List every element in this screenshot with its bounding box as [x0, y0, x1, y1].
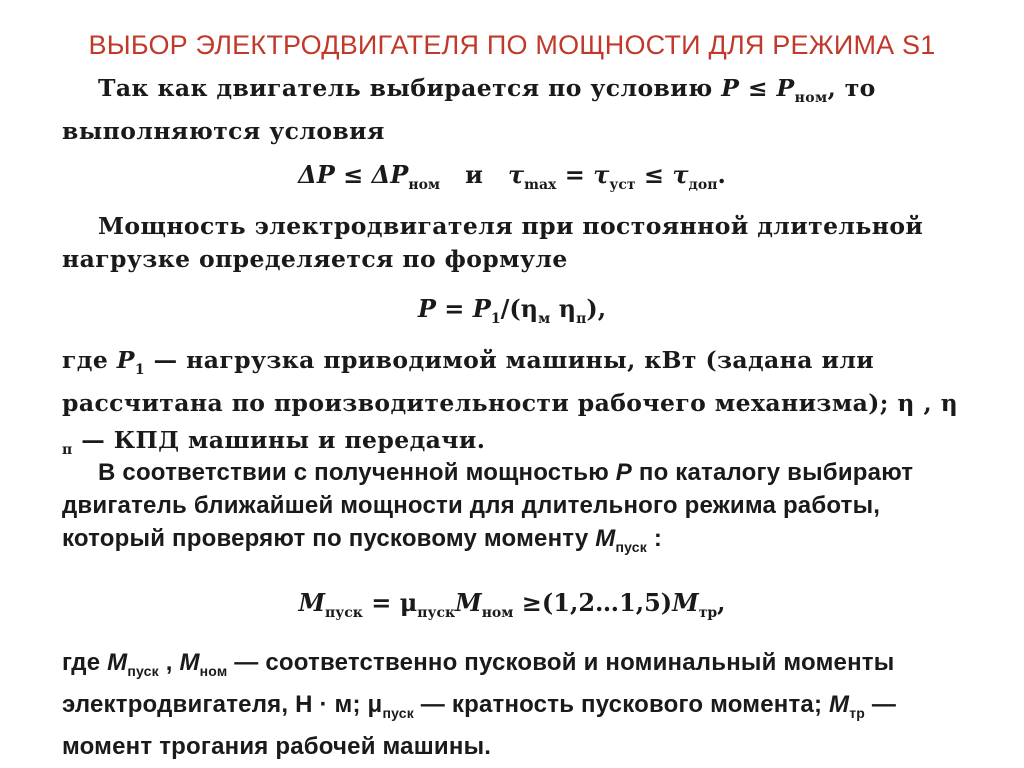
text-fragment: — соответственно пусковой и номинальный моменты электродвигателя, Н · м; μ	[62, 649, 895, 718]
subscript: п	[576, 311, 587, 327]
text-fragment: где	[62, 346, 117, 374]
subscript: тр	[849, 705, 866, 721]
subscript: ном	[794, 90, 828, 106]
subscript: пуск	[382, 705, 414, 721]
subscript: п	[62, 442, 73, 458]
eq-sign: = μ	[362, 588, 418, 617]
eq-sign: =	[556, 160, 594, 189]
subscript: пуск	[325, 605, 363, 621]
symbol-tau: τ	[672, 160, 689, 189]
text-fragment: /(η	[500, 294, 539, 323]
subscript: тр	[698, 605, 718, 621]
symbol-m: M	[455, 588, 482, 617]
text-fragment: по каталогу выбирают двигатель ближайшей мощности для длительного режима работы, который проверяют по пусковому моменту	[62, 459, 914, 552]
dot: .	[717, 160, 726, 189]
le-sign: ≤	[635, 160, 673, 189]
text-fragment: — КПД машины и передачи.	[72, 426, 486, 454]
subscript: 1	[490, 311, 501, 327]
symbol-p: P	[721, 74, 740, 102]
symbol-p-nom: P	[776, 74, 795, 102]
slide-title: ВЫБОР ЭЛЕКТРОДВИГАТЕЛЯ ПО МОЩНОСТИ ДЛЯ РЕЖИМА S1	[88, 30, 936, 60]
symbol-m: M	[829, 691, 850, 718]
symbol-m: M	[179, 649, 200, 676]
power-paragraph: Мощность электродвигателя при постоянной длительной нагрузке определяется по формуле	[62, 212, 924, 273]
text-fragment: :	[646, 525, 663, 552]
symbol-m: M	[298, 588, 326, 617]
subscript: max	[524, 177, 557, 193]
torque-formula	[0, 588, 1024, 621]
subscript: доп	[688, 177, 718, 193]
symbol-p: P	[417, 294, 436, 323]
eq-sign: =	[435, 294, 473, 323]
subscript: м	[538, 311, 551, 327]
text-fragment: — момент трогания рабочей машины.	[62, 691, 897, 760]
text-fragment: ,	[158, 649, 180, 676]
power-formula	[0, 294, 1024, 327]
load-definition-paragraph	[62, 344, 962, 467]
subscript: уст	[609, 177, 636, 193]
symbol-tau: τ	[593, 160, 610, 189]
subscript: пуск	[615, 539, 647, 555]
text-fragment: ),	[586, 294, 607, 323]
subscript: пуск	[417, 605, 456, 621]
symbol-delta-p: ΔP	[298, 160, 335, 189]
text-fragment: В соответствии с полученной мощностью	[98, 459, 616, 486]
symbol-m: M	[595, 525, 616, 552]
le-sign: ≤	[334, 160, 372, 189]
symbol-delta-p-nom: ΔP	[371, 160, 409, 189]
and-word: и	[440, 160, 509, 189]
condition-formula	[0, 160, 1024, 193]
text-fragment: — кратность пускового момента;	[413, 691, 830, 718]
subscript: ном	[481, 605, 514, 621]
comma: ,	[717, 588, 726, 617]
symbol-tau: τ	[508, 160, 525, 189]
symbol-p: P	[615, 459, 632, 486]
symbol-p1: P	[116, 346, 135, 374]
subscript: пуск	[127, 663, 159, 679]
intro-paragraph	[62, 72, 962, 148]
le-sign: ≤	[739, 74, 777, 102]
subscript: ном	[199, 663, 228, 679]
text-fragment: Так как двигатель выбирается по условию	[98, 74, 722, 102]
symbol-m: M	[107, 649, 128, 676]
selection-paragraph	[62, 456, 962, 564]
text-fragment: ≥(1,2…1,5)	[513, 588, 673, 617]
text-fragment: — нагрузка приводимой машины, кВт (задана или рассчитана по производительности рабочего механизма); η , η	[62, 346, 959, 417]
text-fragment: , то выполняются условия	[62, 74, 876, 145]
symbol-eta: η	[550, 294, 577, 323]
torque-definition-paragraph	[62, 646, 962, 763]
subscript: ном	[408, 177, 441, 193]
subscript: 1	[134, 362, 146, 378]
symbol-p1: P	[472, 294, 491, 323]
text-fragment: где	[62, 649, 108, 676]
symbol-m: M	[672, 588, 699, 617]
